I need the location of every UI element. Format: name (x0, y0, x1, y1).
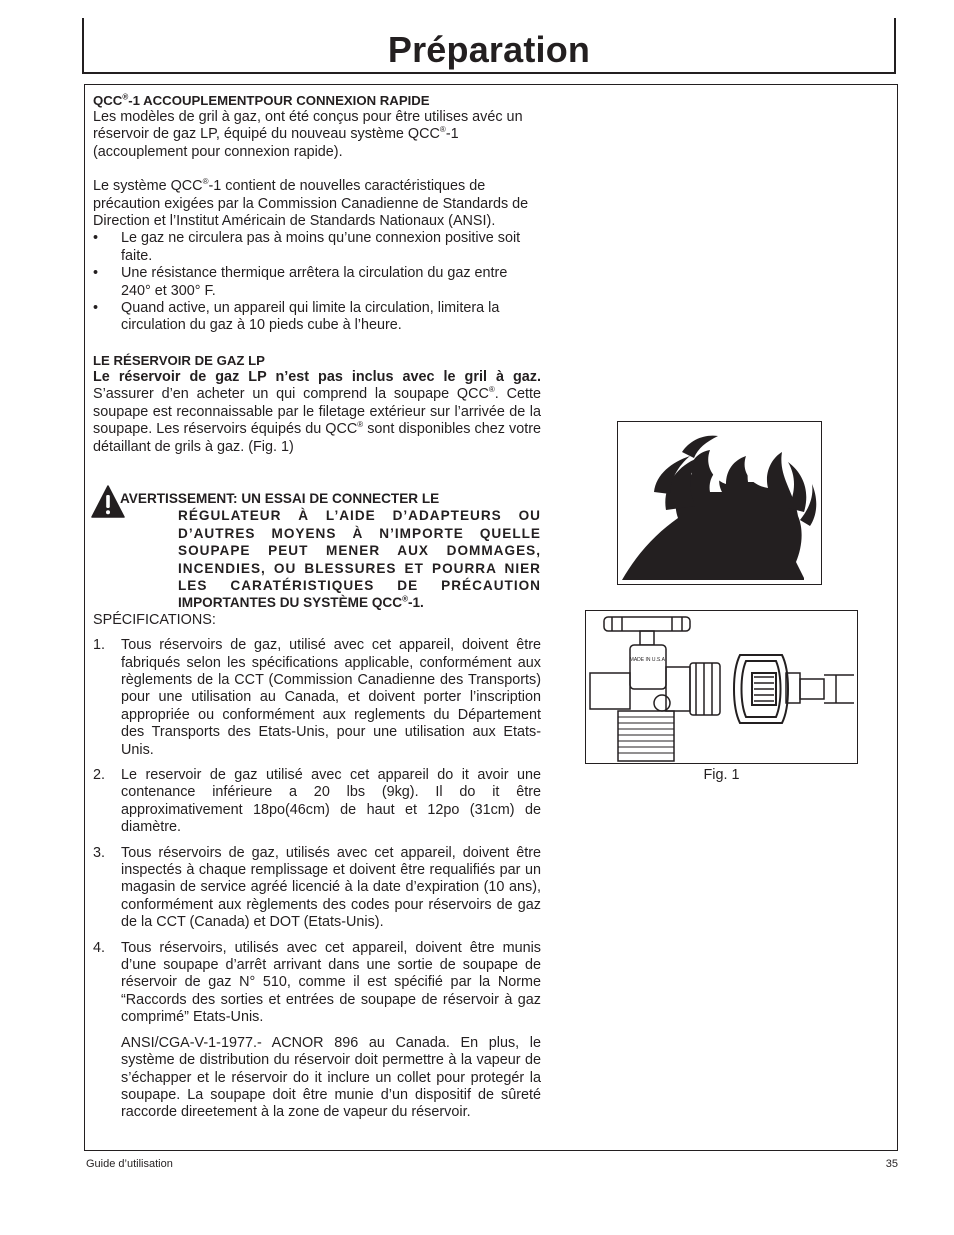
list-item: 3. Tous réservoirs de gaz, utilisés avec cet appareil, doivent être inspectés à chaque remplissage et doivent être requalifiés par un magasin de service agréé licencié à la date d’expiration (10 ans), conformément aux règlements des codes pour réservoirs de gaz de la CCT (Canada) et DOT (Etats-Unis). (93, 844, 541, 931)
list-item: 1. Tous réservoirs de gaz, utilisé avec cet appareil, doivent être fabriqués selon les spécifications applicable, conformément aux règlements de la CCT (Commission Canadienne des Transports) pour une utilisation au Canada, et doivent porter l’inscription appropriée ou conformément aux reglements du Département des Transports des Etats-Unis, pour une utilisation aux Etats-Unis. (93, 637, 541, 758)
flame-figure (617, 421, 822, 585)
page-number: 35 (885, 1158, 898, 1170)
footer-guide-label: Guide d’utilisation (86, 1158, 173, 1170)
list-item: • Une résistance thermique arrêtera la circulation du gaz entre 240° et 300° F. (93, 265, 508, 299)
specs-label: SPÉCIFICATIONS: (93, 611, 216, 628)
content-box (84, 84, 898, 1151)
warning-block (93, 490, 541, 612)
list-item: • Le gaz ne circulera pas à moins qu’une connexion positive soit faite. (93, 230, 521, 264)
warning-line: D’AUTRES MOYENS À N’IMPORTE QUELLE (178, 525, 541, 541)
warning-line: RÉGULATEUR À L’AIDE D’ADAPTEURS OU (178, 508, 541, 524)
valve-stamp: MADE IN U.S.A. (629, 657, 667, 663)
paragraph-intro: Les modèles de gril à gaz, ont été conçus pour être utilises avéc un réservoir de gaz LP, équipé du nouveau système QCC®-1 (accouplement pour connexion rapide). (93, 109, 523, 160)
warning-line: IMPORTANTES DU SYSTÈME QCC®-1. (178, 594, 424, 611)
list-item: 4. Tous réservoirs, utilisés avec cet appareil, doivent être munis d’une soupape d’arrêt arrivant dans une sortie de soupape de réservoir de gaz N° 510, comme il est spécifié par la Norme “Raccords des sorties et entrées de soupape de réservoir à gaz comprimé” Etats-Unis. (93, 939, 541, 1026)
warning-triangle-icon (91, 485, 125, 519)
warning-line: INCENDIES, OU BLESSURES ET POURRA NIER (178, 560, 541, 576)
list-item: • Quand active, un appareil qui limite la circulation, limitera la circulation du gaz à 10 pieds cube à l’heure. (93, 300, 500, 334)
list-item-continued: ANSI/CGA-V-1-1977.- ACNOR 896 au Canada. En plus, le système de distribution du réservoir doit permettre à la vapeur de s’échapper et le réservoir do it inclure un collet pour protegér la soupape. La soupape doit être munie d’un dispositif de sûreté raccorde direetement à la zone de vapeur du réservoir. (121, 1034, 541, 1121)
valve-figure (585, 610, 858, 764)
text-column (93, 92, 541, 1122)
valve-illustration (586, 611, 856, 762)
flame-icon (618, 422, 820, 583)
paragraph-system: Le système QCC®-1 contient de nouvelles caractéristiques de précaution exigées par la Commission Canadienne de Standards de Direction et l’Institut Américain de Standards Nationaux (ANSI). (93, 177, 529, 230)
page-title: Préparation (387, 29, 591, 70)
warning-line: LES CARATÉRISTIQUES DE PRÉCAUTION (178, 577, 541, 593)
section-heading-reservoir: LE RÉSERVOIR DE GAZ LP (93, 352, 265, 368)
paragraph-reservoir: Le réservoir de gaz LP n’est pas inclus avec le gril à gaz. S’assurer d’en acheter un qui comprend la soupape QCC®. Cette soupape est reconnaissable par le filetage extérieur sur l’arrivée de la soupape. Les réservoirs équipés du QCC® sont disponibles chez votre détaillant de grils à gaz. (Fig. 1) (93, 368, 541, 455)
warning-line: AVERTISSEMENT: UN ESSAI DE CONNECTER LE (120, 490, 440, 506)
list-item: 2. Le reservoir de gaz utilisé avec cet appareil do it avoir une contenance inférieure a 20 lbs (9kg). Il do it être approximativement 18po(46cm) de haut et 12po (31cm) de diamètre. (93, 767, 541, 836)
figure-caption: Fig. 1 (703, 767, 740, 783)
section-heading-qcc: QCC®-1 ACCOUPLEMENTPOUR CONNEXION RAPIDE (93, 92, 430, 108)
warning-line: SOUPAPE PEUT MENER AUX DOMMAGES, (178, 543, 541, 559)
header-box (82, 18, 896, 74)
